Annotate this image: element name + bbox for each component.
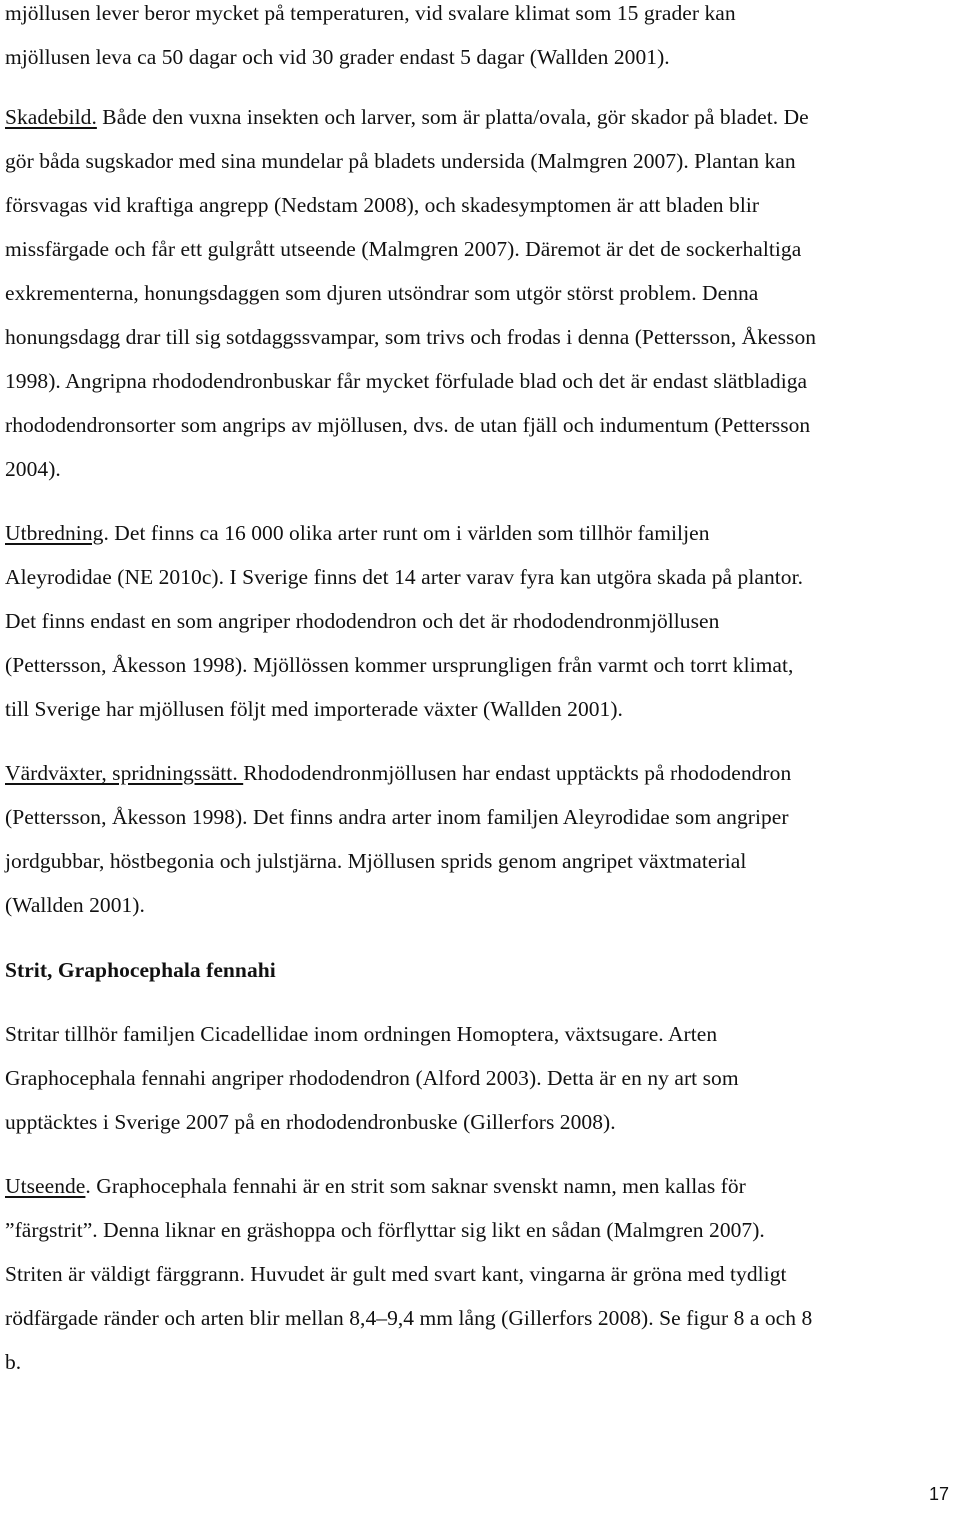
text-line (5, 192, 759, 218)
text-line (5, 760, 791, 786)
text-line (5, 412, 810, 438)
text-segment: Stritar tillhör familjen Cicadellidae inom ordningen Homoptera, växtsugare. Arten (5, 1022, 718, 1046)
section-label: Utbredning (5, 521, 104, 545)
section-heading: Strit, Graphocephala fennahi (5, 958, 276, 982)
text-segment: Rhododendronmjöllusen har endast upptäckts på rhododendron (243, 761, 792, 785)
text-line (5, 520, 710, 546)
text-segment: missfärgade och får ett gulgrått utseende (Malmgren 2007). Däremot är det de sockerhaltiga (5, 237, 802, 261)
text-segment: Både den vuxna insekten och larver, som är platta/ovala, gör skador på bladet. De (96, 105, 809, 129)
text-segment: gör båda sugskador med sina mundelar på bladets undersida (Malmgren 2007). Plantan kan (5, 149, 796, 173)
text-line (5, 1217, 765, 1243)
text-line (5, 804, 789, 830)
text-segment: 1998). Angripna rhododendronbuskar får mycket förfulade blad och det är endast slätbladiga (5, 369, 808, 393)
text-segment: honungsdagg drar till sig sotdaggssvampar, som trivs och frodas i denna (Pettersson, Åkesson (5, 325, 817, 349)
text-segment: mjöllusen leva ca 50 dagar och vid 30 grader endast 5 dagar (Wallden 2001). (5, 45, 670, 69)
text-segment: rödfärgade ränder och arten blir mellan 8,4–9,4 mm lång (Gillerfors 2008). Se figur 8 a och 8 (5, 1306, 813, 1330)
text-line (5, 848, 746, 874)
text-segment: exkrementerna, honungsdaggen som djuren utsöndrar som utgör störst problem. Denna (5, 281, 759, 305)
text-line (5, 892, 145, 918)
text-segment: mjöllusen lever beror mycket på temperaturen, vid svalare klimat som 15 grader kan (5, 1, 736, 25)
text-segment: (Pettersson, Åkesson 1998). Mjöllössen kommer ursprungligen från varmt och torrt klimat, (5, 653, 794, 677)
text-line (5, 368, 807, 394)
text-line (5, 564, 803, 590)
text-segment: b. (5, 1350, 22, 1374)
text-line (5, 696, 623, 722)
text-segment: (Wallden 2001). (5, 893, 145, 917)
text-line (5, 957, 276, 983)
text-line (5, 280, 758, 306)
page-number: 17 (928, 1484, 949, 1504)
text-segment: 2004). (5, 457, 61, 481)
text-line (5, 608, 719, 634)
text-line (5, 1109, 616, 1135)
text-segment: . Det finns ca 16 000 olika arter runt om i världen som tillhör familjen (103, 521, 710, 545)
text-line (5, 1021, 717, 1047)
text-line (5, 1349, 21, 1375)
text-segment: . Graphocephala fennahi är en strit som saknar svenskt namn, men kallas för (85, 1174, 746, 1198)
text-line (5, 1305, 812, 1331)
document-page (5, 0, 955, 1515)
text-line (5, 1065, 739, 1091)
text-line (5, 652, 793, 678)
text-line (5, 236, 801, 262)
text-segment: till Sverige har mjöllusen följt med importerade växter (Wallden 2001). (5, 697, 623, 721)
section-label: Utseende (5, 1174, 86, 1198)
text-line (5, 104, 809, 130)
text-line (5, 324, 816, 350)
text-segment: jordgubbar, höstbegonia och julstjärna. Mjöllusen sprids genom angripet växtmaterial (5, 849, 747, 873)
text-line (5, 148, 796, 174)
text-line (5, 456, 61, 482)
section-label: Värdväxter, spridningssätt. (5, 761, 244, 785)
text-segment: försvagas vid kraftiga angrepp (Nedstam 2008), och skadesymptomen är att bladen blir (5, 193, 760, 217)
text-segment: rhododendronsorter som angrips av mjöllusen, dvs. de utan fjäll och indumentum (Pettersson (5, 413, 811, 437)
text-segment: Graphocephala fennahi angriper rhododendron (Alford 2003). Detta är en ny art som (5, 1066, 739, 1090)
text-line (5, 1173, 746, 1199)
text-segment: Striten är väldigt färggrann. Huvudet är gult med svart kant, vingarna är gröna med tydligt (5, 1262, 787, 1286)
text-segment: (Pettersson, Åkesson 1998). Det finns andra arter inom familjen Aleyrodidae som angriper (5, 805, 789, 829)
text-segment: Det finns endast en som angriper rhododendron och det är rhododendronmjöllusen (5, 609, 720, 633)
text-segment: ”färgstrit”. Denna liknar en gräshoppa och förflyttar sig likt en sådan (Malmgren 2007). (5, 1218, 765, 1242)
section-label: Skadebild. (5, 105, 97, 129)
text-line (5, 0, 736, 26)
text-segment: upptäcktes i Sverige 2007 på en rhododendronbuske (Gillerfors 2008). (5, 1110, 616, 1134)
text-line (5, 1261, 787, 1287)
text-segment: Aleyrodidae (NE 2010c). I Sverige finns det 14 arter varav fyra kan utgöra skada på plantor. (5, 565, 804, 589)
text-line (5, 44, 670, 70)
